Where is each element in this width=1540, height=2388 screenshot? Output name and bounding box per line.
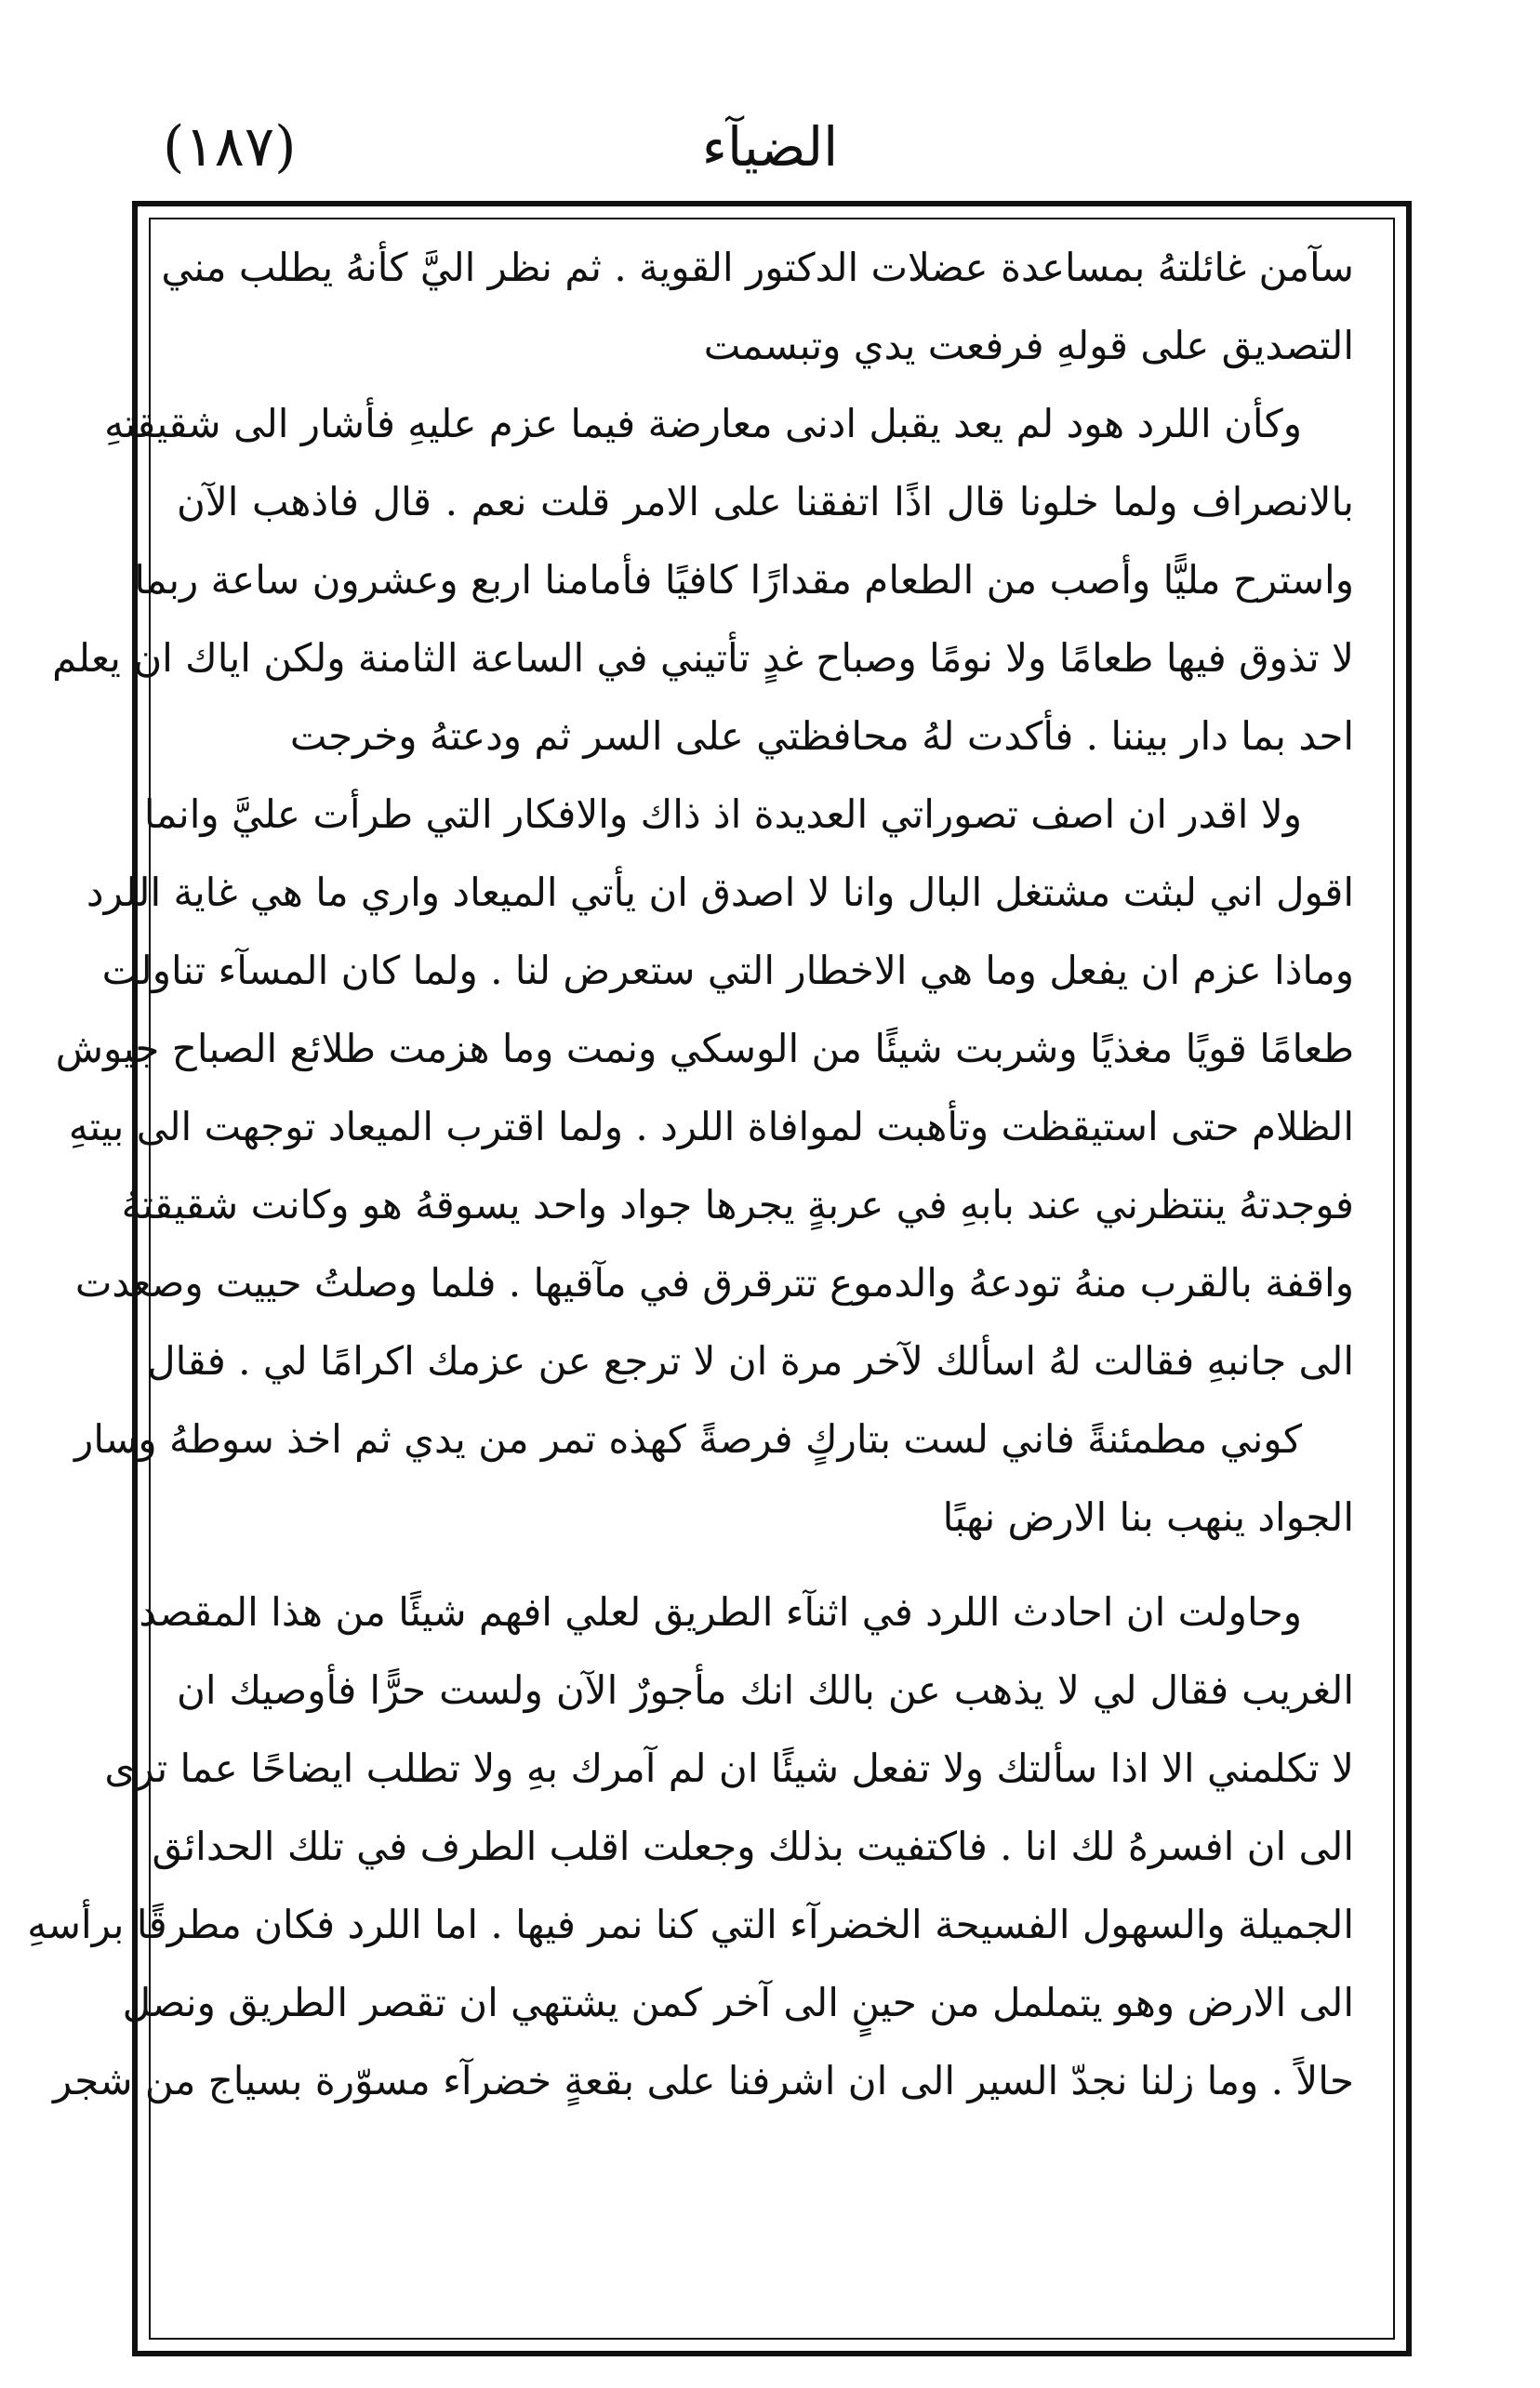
body-text: [27, 229, 1354, 2120]
text-line: الى جانبهِ فقالت لهُ اسألك لآخر مرة ان لا ترجع عن عزمك اكرامًا لي . فقال: [147, 1338, 1354, 1384]
text-line: احد بما دار بيننا . فأكدت لهُ محافظتي على السر ثم ودعتهُ وخرجت: [289, 713, 1354, 759]
text-line: الجواد ينهب بنا الارض نهبًا: [942, 1494, 1354, 1540]
text-line: فوجدتهُ ينتظرني عند بابهِ في عربةٍ يجرها جواد واحد يسوقهُ هو وكانت شقيقتهُ: [121, 1182, 1354, 1227]
text-line: التصديق على قولهِ فرفعت يدي وتبسمت: [703, 323, 1354, 368]
text-line: طعامًا قويًا مغذيًا وشربت شيئًا من الوسكي ونمت وما هزمت طلائع الصباح جيوش: [55, 1026, 1354, 1071]
text-line: حالاً . وما زلنا نجدّ السير الى ان اشرفنا على بقعةٍ خضرآء مسوّرة بسياج من شجر: [53, 2058, 1354, 2103]
text-line: لا تذوق فيها طعامًا ولا نومًا وصباح غدٍ تأتيني في الساعة الثامنة ولكن اياك ان يعلم: [52, 635, 1354, 681]
text-line: وماذا عزم ان يفعل وما هي الاخطار التي ستعرض لنا . ولما كان المسآء تناولت: [101, 948, 1354, 993]
text-line: واقفة بالقرب منهُ تودعهُ والدموع تترقرق في مآقيها . فلما وصلتُ حييت وصعدت: [74, 1260, 1354, 1306]
page-title: الضيآء: [701, 115, 839, 179]
text-line: وحاولت ان احادث اللرد في اثنآء الطريق لعلي افهم شيئًا من هذا المقصد: [139, 1589, 1302, 1635]
text-line: كوني مطمئنةً فاني لست بتاركٍ فرصةً كهذه تمر من يدي ثم اخذ سوطهُ وسار: [74, 1416, 1302, 1462]
text-line: وكأن اللرد هود لم يعد يقبل ادنى معارضة فيما عزم عليهِ فأشار الى شقيقتهِ: [104, 401, 1302, 446]
page-number: (١٨٧): [163, 114, 297, 179]
paragraph-gap: [177, 1557, 1354, 1573]
text-line: لا تكلمني الا اذا سألتك ولا تفعل شيئًا ان لم آمرك بهِ ولا تطلب ايضاحًا عما ترى: [104, 1745, 1354, 1791]
text-line: الى ان افسرهُ لك انا . فاكتفيت بذلك وجعلت اقلب الطرف في تلك الحدائق: [152, 1824, 1354, 1869]
text-line: سآمن غائلتهُ بمساعدة عضلات الدكتور القوية . ثم نظر اليَّ كأنهُ يطلب مني: [161, 245, 1354, 290]
text-line: واسترح مليًّا وأصب من الطعام مقدارًا كافيًا فأمامنا اربع وعشرون ساعة ربما: [134, 557, 1354, 603]
text-line: الى الارض وهو يتململ من حينٍ الى آخر كمن يشتهي ان تقصر الطريق ونصل: [122, 1980, 1354, 2025]
text-line: الغريب فقال لي لا يذهب عن بالك انك مأجورٌ الآن ولست حرًّا فأوصيك ان: [177, 1667, 1354, 1713]
text-line: الظلام حتى استيقظت وتأهبت لموافاة اللرد . ولما اقترب الميعاد توجهت الى بيتهِ: [68, 1104, 1354, 1149]
text-line: الجميلة والسهول الفسيحة الخضرآء التي كنا نمر فيها . اما اللرد فكان مطرقًا برأسهِ: [27, 1902, 1354, 1947]
page-header: [139, 100, 1401, 193]
text-line: بالانصراف ولما خلونا قال اذًا اتفقنا على الامر قلت نعم . قال فاذهب الآن: [177, 479, 1354, 524]
text-line: ولا اقدر ان اصف تصوراتي العديدة اذ ذاك والافكار التي طرأت عليَّ وانما: [143, 791, 1302, 837]
text-line: اقول اني لبثت مشتغل البال وانا لا اصدق ان يأتي الميعاد واري ما هي غاية اللرد: [86, 869, 1354, 915]
